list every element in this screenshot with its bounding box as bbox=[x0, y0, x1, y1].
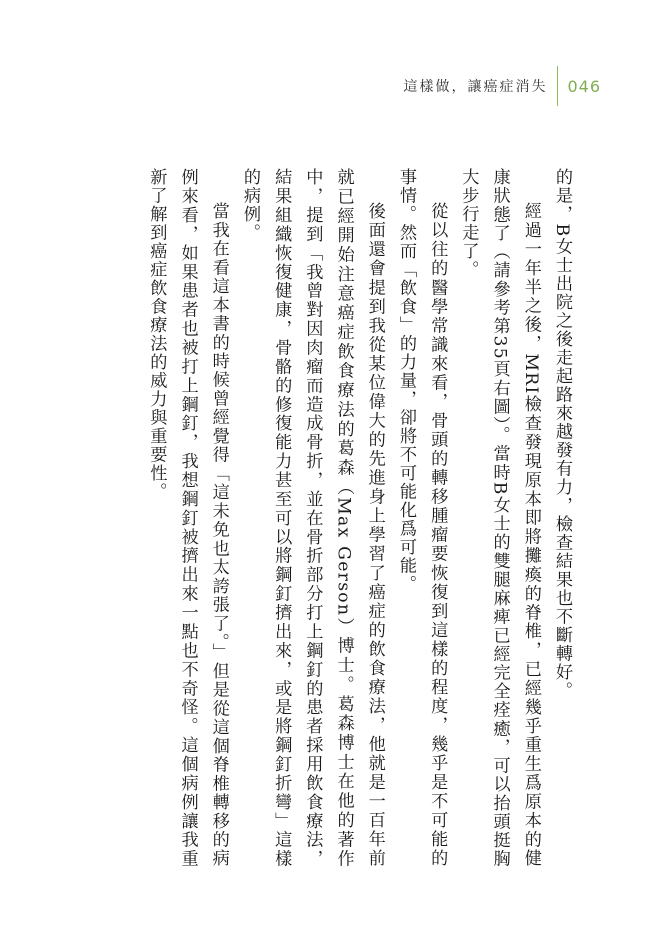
chapter-title: 這樣做，讓癌症消失 bbox=[403, 79, 548, 95]
paragraph-2: 經過一年半之後，MRI檢查發現原本即將攤瘓的脊椎，已經幾乎重生爲原本的健康狀態了（請參考第35頁右圖）。當時B女士的雙腿麻痺已經完全痊癒，可以抬頭挺胸大步行走了。 bbox=[458, 168, 541, 868]
paragraph-1: 的是，B女士出院之後走起路來越發有力，檢查結果也不斷轉好。 bbox=[552, 168, 572, 700]
paragraph-3: 從以往的醫學常識來看，骨頭的轉移腫瘤要恢復到這樣的程度，幾乎是不可能的事情。然而「飲食」的力量，卻將不可能化爲可能。 bbox=[395, 168, 448, 868]
paragraph-4: 後面還會提到我從某位偉大的先進身上學習了癌症的飲食療法，他就是一百年前就已經開始注意癌症飲食療法的葛森（Max Gerson）博士。葛森博士在他的著作中，提到「我曾對因肉瘤而造成骨折，並在骨折部分打上鋼釘的患者採用飲食療法，結果組織恢復健康，骨骼的修復能力甚至可以將鋼釘擠出來，或是將鋼釘折彎」這樣的病例。 bbox=[239, 168, 385, 868]
header-divider bbox=[557, 66, 558, 106]
running-header bbox=[403, 72, 601, 100]
paragraph-5: 當我在看這本書的時候曾經覺得「這未免也太誇張了。」但是從這個脊椎轉移的病例來看，如果患者也被打上鋼釘，我想鋼釘被擠出來一點也不奇怪。這個病例讓我重新了解到癌症飲食療法的威力與重要性。 bbox=[146, 168, 229, 868]
body-text bbox=[107, 168, 577, 868]
page-number: 046 bbox=[567, 76, 601, 96]
